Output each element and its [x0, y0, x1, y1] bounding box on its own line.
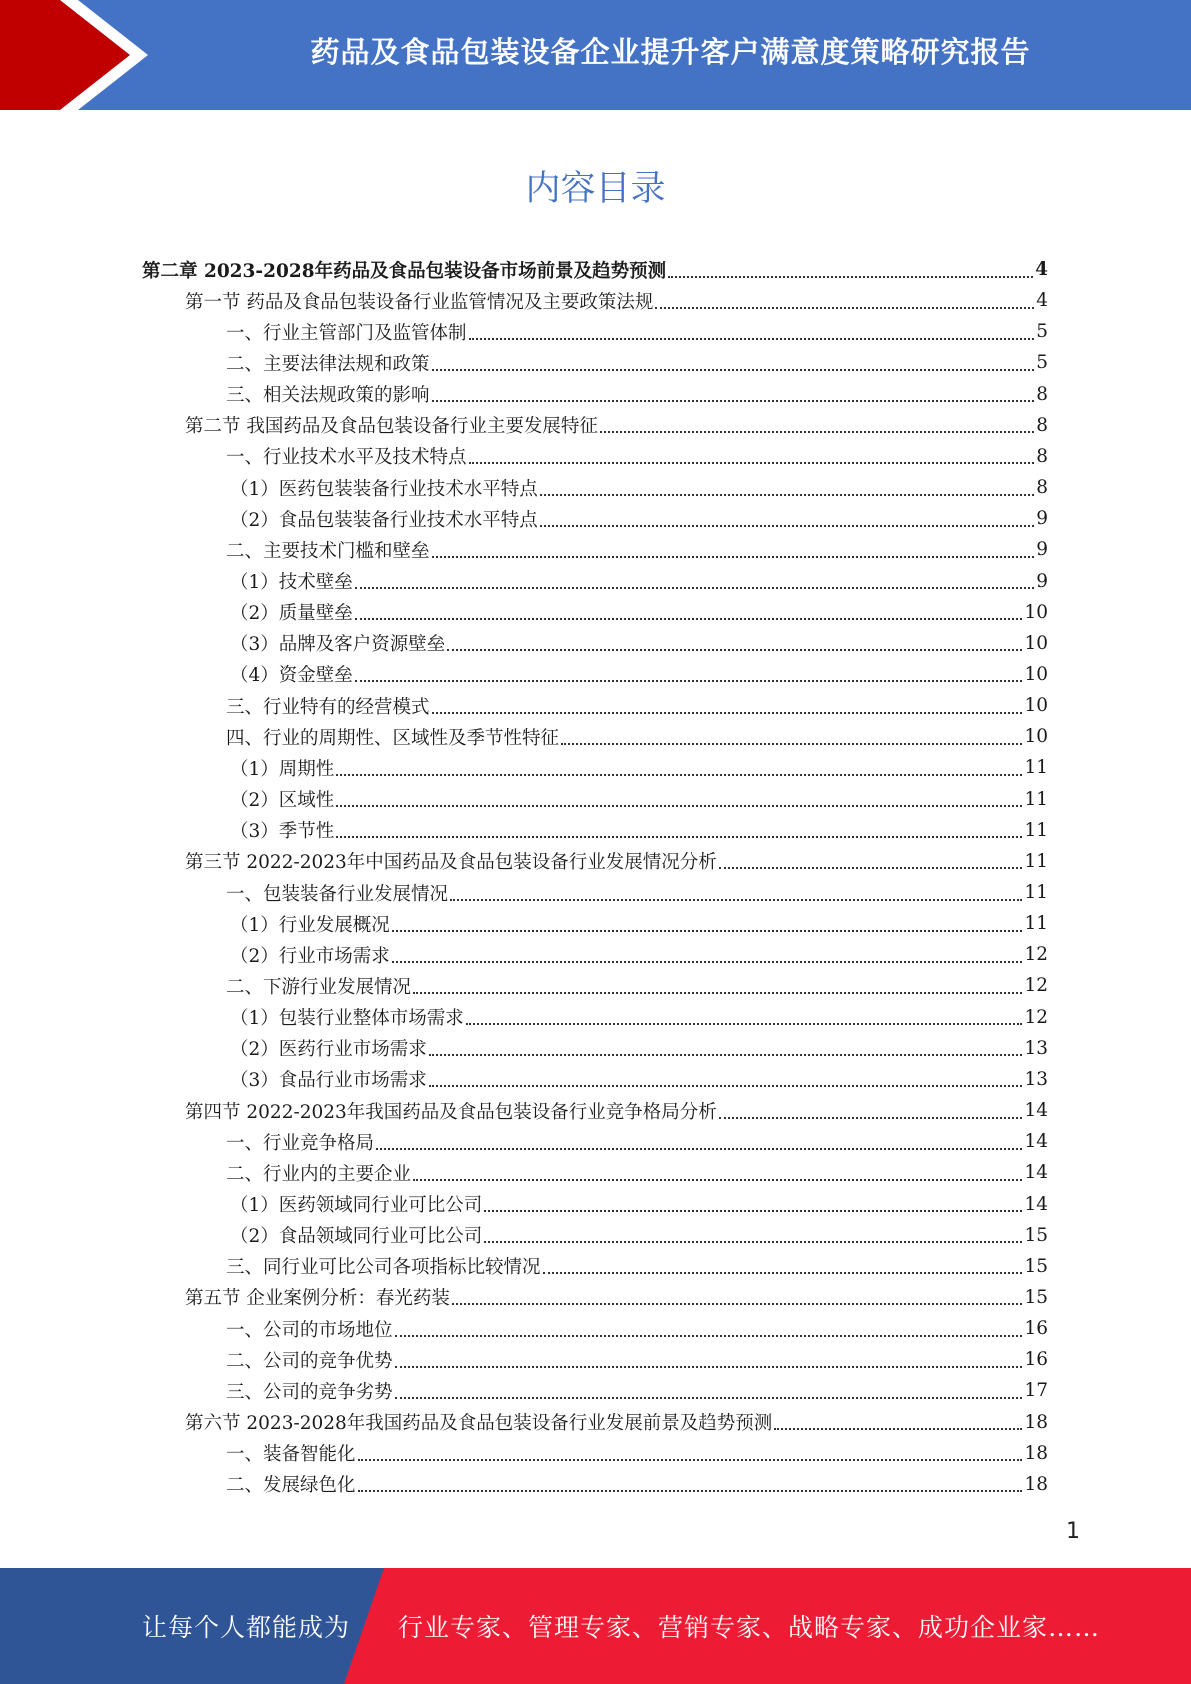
toc-entry-title: 第二章 2023-2028年药品及食品包装设备市场前景及趋势预测: [142, 260, 667, 282]
toc-entry[interactable]: [230, 784, 1048, 815]
toc-entry[interactable]: [185, 1407, 1048, 1438]
toc-entry-page: 12: [1024, 944, 1048, 966]
toc-entry[interactable]: [185, 846, 1048, 877]
toc-entry[interactable]: [226, 1344, 1048, 1375]
toc-dot-leader: [719, 867, 1023, 869]
toc-dot-leader: [413, 1179, 1022, 1181]
toc-entry[interactable]: [226, 1469, 1048, 1500]
toc-dot-leader: [355, 618, 1023, 620]
toc-dot-leader: [668, 276, 1033, 278]
toc-entry-page: 13: [1024, 1037, 1048, 1059]
toc-entry-page: 10: [1024, 601, 1048, 623]
footer-slogan-right: 行业专家、管理专家、营销专家、战略专家、成功企业家……: [398, 1613, 1101, 1642]
toc-entry-title: （4）资金壁垒: [230, 665, 353, 687]
toc-entry[interactable]: [226, 1375, 1048, 1406]
toc-dot-leader: [395, 1397, 1023, 1399]
toc-entry-page: 17: [1024, 1380, 1048, 1402]
toc-dot-leader: [447, 649, 1022, 651]
toc-entry-page: 11: [1024, 819, 1048, 841]
toc-entry-title: （3）品牌及客户资源壁垒: [230, 634, 446, 656]
toc-dot-leader: [466, 1023, 1023, 1025]
header-arrow-decoration: [0, 0, 170, 110]
toc-entry-page: 15: [1024, 1255, 1048, 1277]
toc-entry-title: （2）医药行业市场需求: [230, 1039, 427, 1061]
toc-entry[interactable]: [226, 316, 1048, 347]
toc-entry[interactable]: [230, 628, 1048, 659]
toc-entry-page: 11: [1024, 913, 1048, 935]
toc-entry-title: 一、行业竞争格局: [226, 1132, 375, 1154]
toc-entry-title: 第一节 药品及食品包装设备行业监管情况及主要政策法规: [185, 291, 654, 313]
toc-dot-leader: [543, 1272, 1023, 1274]
toc-dot-leader: [484, 1210, 1022, 1212]
toc-entry-title: （2）行业市场需求: [230, 945, 390, 967]
toc-entry-page: 5: [1036, 352, 1048, 374]
toc-entry-title: （3）食品行业市场需求: [230, 1070, 427, 1092]
toc-dot-leader: [392, 930, 1023, 932]
toc-heading: 内容目录: [525, 169, 666, 209]
toc-dot-leader: [358, 1459, 1023, 1461]
toc-entry-title: （1）包装行业整体市场需求: [230, 1008, 464, 1030]
toc-dot-leader: [429, 1085, 1023, 1087]
toc-entry-page: 18: [1024, 1442, 1048, 1464]
toc-entry[interactable]: [226, 347, 1048, 378]
toc-entry-page: 9: [1036, 508, 1048, 530]
toc-dot-leader: [774, 1428, 1022, 1430]
toc-entry-title: 一、包装装备行业发展情况: [226, 883, 449, 905]
toc-entry[interactable]: [226, 379, 1048, 410]
toc-entry[interactable]: [226, 1438, 1048, 1469]
toc-entry-page: 4: [1035, 259, 1048, 280]
toc-dot-leader: [540, 525, 1034, 527]
toc-entry-title: （1）医药领域同行业可比公司: [230, 1195, 483, 1216]
toc-dot-leader: [450, 899, 1022, 901]
toc-dot-leader: [336, 805, 1022, 807]
toc-entry-page: 9: [1036, 570, 1048, 592]
toc-dot-leader: [376, 1148, 1022, 1150]
toc-dot-leader: [540, 494, 1034, 496]
toc-dot-leader: [719, 1117, 1023, 1119]
toc-entry-page: 8: [1036, 383, 1048, 405]
toc-dot-leader: [355, 587, 1034, 589]
toc-entry[interactable]: [230, 503, 1048, 534]
toc-entry-page: 10: [1024, 695, 1048, 717]
toc-entry[interactable]: [226, 441, 1048, 472]
toc-entry[interactable]: [230, 566, 1048, 597]
toc-entry-title: 三、公司的竞争劣势: [226, 1381, 393, 1403]
toc-entry-title: 第二节 我国药品及食品包装设备行业主要发展特征: [185, 416, 598, 438]
toc-entry-title: 第六节 2023-2028年我国药品及食品包装设备行业发展前景及趋势预测: [185, 1413, 773, 1435]
toc-dot-leader: [355, 680, 1023, 682]
toc-entry-title: （1）技术壁垒: [230, 572, 353, 593]
toc-dot-leader: [413, 992, 1022, 994]
toc-entry-page: 12: [1024, 975, 1048, 997]
toc-entry-page: 12: [1024, 1006, 1048, 1028]
toc-entry-page: 14: [1024, 1131, 1048, 1153]
toc-entry-page: 11: [1024, 882, 1048, 903]
toc-dot-leader: [452, 1303, 1023, 1305]
toc-entry[interactable]: [226, 690, 1048, 721]
toc-entry-title: （2）食品包装装备行业技术水平特点: [230, 509, 538, 531]
toc-dot-leader: [469, 462, 1035, 464]
toc-entry-title: 第四节 2022-2023年我国药品及食品包装设备行业竞争格局分析: [185, 1101, 717, 1123]
toc-entry-page: 4: [1036, 290, 1048, 312]
toc-entry[interactable]: [230, 659, 1048, 690]
toc-entry[interactable]: [230, 1064, 1048, 1095]
toc-dot-leader: [429, 1054, 1023, 1056]
toc-entry[interactable]: [230, 939, 1048, 970]
toc-entry-page: 11: [1024, 788, 1048, 810]
toc-dot-leader: [561, 743, 1022, 745]
toc-entry-page: 14: [1024, 1162, 1048, 1184]
toc-entry[interactable]: [185, 1282, 1048, 1313]
toc-entry-title: 四、行业的周期性、区域性及季节性特征: [226, 727, 560, 749]
page-header: [0, 0, 1191, 110]
toc-entry-page: 9: [1036, 539, 1048, 561]
toc-entry[interactable]: [185, 410, 1048, 441]
toc-entry-title: 一、装备智能化: [226, 1444, 356, 1466]
toc-entry[interactable]: [185, 1095, 1048, 1126]
toc-dot-leader: [484, 1241, 1022, 1243]
page-footer: [0, 1568, 1191, 1684]
toc-entry-title: 一、公司的市场地位: [226, 1319, 393, 1341]
toc-dot-leader: [432, 400, 1035, 402]
toc-entry-title: 三、相关法规政策的影响: [226, 385, 430, 407]
toc-dot-leader: [432, 556, 1035, 558]
toc-entry-page: 11: [1024, 850, 1048, 872]
toc-entry[interactable]: [230, 752, 1048, 783]
toc-entry[interactable]: [226, 877, 1048, 908]
toc-entry[interactable]: [226, 1313, 1048, 1344]
toc-entry-title: （1）医药包装装备行业技术水平特点: [230, 478, 538, 500]
toc-dot-leader: [432, 369, 1035, 371]
toc-entry[interactable]: [230, 908, 1048, 939]
toc-entry-title: 二、公司的竞争优势: [226, 1350, 393, 1372]
toc-dot-leader: [432, 712, 1023, 714]
toc-entry[interactable]: [226, 1126, 1048, 1157]
toc-entry[interactable]: [230, 1220, 1048, 1251]
toc-entry-title: （1）周期性: [230, 758, 335, 780]
toc-dot-leader: [336, 774, 1022, 776]
footer-slogan-left: 让每个人都能成为: [142, 1613, 351, 1642]
toc-entry-title: 二、下游行业发展情况: [226, 976, 412, 998]
toc-entry-title: 二、行业内的主要企业: [226, 1163, 412, 1185]
toc-entry-page: 16: [1024, 1349, 1048, 1371]
toc-entry-page: 5: [1036, 321, 1048, 343]
toc-entry[interactable]: [226, 534, 1048, 565]
toc-entry[interactable]: [226, 970, 1048, 1001]
toc-dot-leader: [358, 1490, 1023, 1492]
toc-entry[interactable]: [230, 1002, 1048, 1033]
toc-entry-page: 8: [1036, 414, 1048, 436]
toc-entry[interactable]: [230, 472, 1048, 503]
report-title: 药品及食品包装设备企业提升客户满意度策略研究报告: [310, 34, 1031, 69]
toc-entry-title: 三、同行业可比公司各项指标比较情况: [226, 1257, 541, 1279]
toc-dot-leader: [395, 1366, 1023, 1368]
toc-entry-page: 14: [1024, 1193, 1048, 1215]
toc-dot-leader: [600, 431, 1034, 433]
toc-entry[interactable]: [226, 721, 1048, 752]
toc-entry-title: （1）行业发展概况: [230, 914, 390, 936]
toc-entry-title: 二、发展绿色化: [226, 1475, 356, 1497]
toc-entry-title: 一、行业技术水平及技术特点: [226, 447, 467, 469]
toc-entry[interactable]: [185, 285, 1048, 316]
toc-dot-leader: [336, 836, 1022, 838]
toc-dot-leader: [655, 307, 1034, 309]
toc-entry-page: 11: [1024, 757, 1048, 779]
toc-entry[interactable]: [142, 254, 1048, 285]
toc-entry[interactable]: [226, 1157, 1048, 1188]
toc-entry-title: 二、主要技术门槛和壁垒: [226, 540, 430, 562]
toc-entry-page: 10: [1024, 632, 1048, 654]
toc-entry-title: 三、行业特有的经营模式: [226, 696, 430, 718]
toc-entry-page: 18: [1024, 1473, 1048, 1495]
toc-entry-title: 二、主要法律法规和政策: [226, 353, 430, 375]
toc-entry[interactable]: [230, 597, 1048, 628]
toc-entry-page: 16: [1024, 1318, 1048, 1340]
toc-entry-page: 10: [1024, 663, 1048, 685]
toc-entry-page: 13: [1024, 1068, 1048, 1090]
toc-entry-title: 一、行业主管部门及监管体制: [226, 322, 467, 344]
toc-dot-leader: [392, 961, 1023, 963]
toc-entry-title: （3）季节性: [230, 821, 335, 843]
toc-entry-page: 14: [1024, 1100, 1048, 1122]
toc-entry[interactable]: [230, 815, 1048, 846]
toc-entry[interactable]: [230, 1033, 1048, 1064]
toc-entry-title: 第五节 企业案例分析：春光药装: [185, 1288, 450, 1310]
toc-dot-leader: [469, 338, 1035, 340]
toc-entry-page: 8: [1036, 477, 1048, 499]
toc-entry[interactable]: [230, 1189, 1048, 1220]
toc-entry-title: （2）质量壁垒: [230, 603, 353, 625]
toc-entry-page: 15: [1024, 1224, 1048, 1246]
toc-entry-page: 18: [1024, 1411, 1048, 1433]
toc-dot-leader: [395, 1335, 1023, 1337]
toc-entry-title: （2）区域性: [230, 790, 335, 812]
toc-entry[interactable]: [226, 1251, 1048, 1282]
page-number: 1: [1066, 1519, 1080, 1544]
toc-entry-title: 第三节 2022-2023年中国药品及食品包装设备行业发展情况分析: [185, 852, 717, 874]
toc-entry-page: 15: [1024, 1286, 1048, 1308]
toc-entry-page: 8: [1036, 445, 1048, 467]
toc-entry-title: （2）食品领域同行业可比公司: [230, 1226, 483, 1248]
toc-entry-page: 10: [1024, 726, 1048, 748]
